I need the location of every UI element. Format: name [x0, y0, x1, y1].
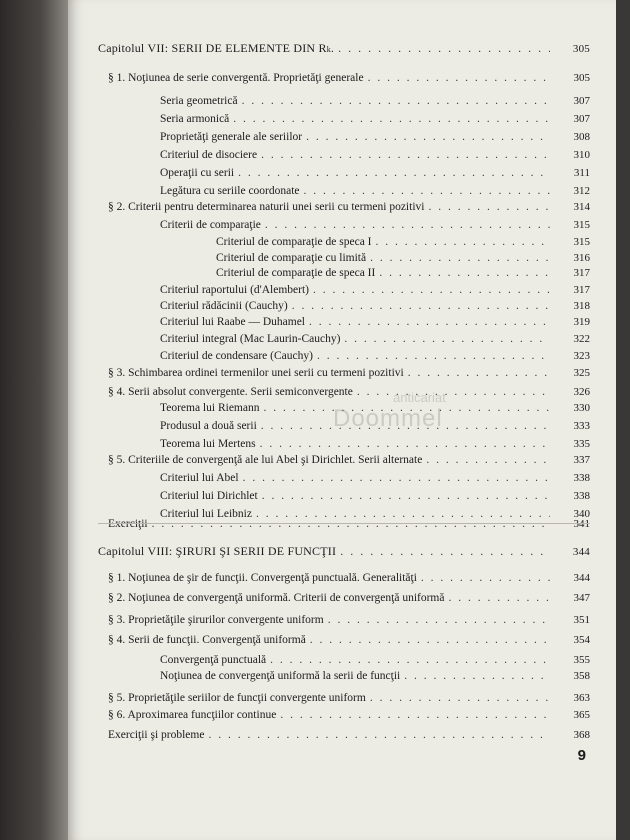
leader-dots: [428, 199, 550, 215]
entry-title: § 2. Noţiunea de convergenţă uniformă. Criterii de convergenţă uniformă: [108, 592, 445, 604]
leader-dots: [357, 384, 550, 400]
leader-dots: [152, 516, 550, 532]
subsection-entry: [68, 183, 616, 199]
entry-page-number: 318: [573, 300, 590, 312]
leader-dots: [310, 632, 550, 648]
leader-dots: [304, 183, 550, 199]
entry-title: § 3. Proprietăţile şirurilor convergente uniform: [108, 614, 324, 626]
entry-title: § 5. Proprietăţile seriilor de funcţii convergente uniform: [108, 692, 366, 704]
subsection-entry: [68, 282, 616, 298]
entry-page-number: 325: [573, 367, 590, 379]
entry-page-number: 338: [573, 472, 590, 484]
section-entry: [68, 384, 616, 400]
entry-page-number: 351: [573, 614, 590, 626]
entry-page-number: 323: [573, 350, 590, 362]
subsection-entry: [68, 400, 616, 416]
book-spine-shadow: [0, 0, 68, 840]
leader-dots: [338, 40, 550, 56]
entry-title: § 4. Serii de funcţii. Convergenţă uniformă: [108, 634, 306, 646]
entry-title: Criteriul lui Leibniz: [160, 508, 252, 520]
entry-title: Criteriul raportului (d'Alembert): [160, 284, 309, 296]
entry-title: Criteriul de comparaţie de speca II: [216, 267, 376, 279]
entry-page-number: 333: [573, 420, 590, 432]
subsection-entry: [68, 668, 616, 684]
leader-dots: [261, 147, 550, 163]
section-entry: [68, 570, 616, 586]
leader-dots: [280, 707, 550, 723]
entry-title: Criteriul lui Raabe — Duhamel: [160, 316, 305, 328]
entry-page-number: 363: [573, 692, 590, 704]
leader-dots: [309, 314, 550, 330]
section-entry: [68, 632, 616, 648]
leader-dots: [379, 265, 550, 281]
entry-title: Proprietăţi generale ale seriilor: [160, 131, 303, 143]
leader-dots: [340, 543, 550, 559]
subsection-entry: [68, 147, 616, 163]
entry-title: Capitolul VII: SERII DE ELEMENTE DIN R: [98, 41, 327, 55]
entry-title: Exerciţii şi probleme: [108, 729, 205, 741]
leader-dots: [328, 612, 550, 628]
subsection-entry: [68, 111, 616, 127]
entry-title: Criteriul lui Abel: [160, 472, 239, 484]
leader-dots: [260, 436, 550, 452]
entry-title: Operaţii cu serii: [160, 167, 235, 179]
entry-title: Legătura cu seriile coordonate: [160, 185, 300, 197]
entry-title: Criteriul de comparaţie de speca I: [216, 236, 372, 248]
entry-title: Seria geometrică: [160, 95, 238, 107]
leader-dots: [292, 298, 550, 314]
subsection-entry: [68, 470, 616, 486]
leader-dots: [344, 331, 550, 347]
page-number: 9: [577, 747, 586, 764]
leader-dots: [243, 470, 550, 486]
entry-page-number: 312: [573, 185, 590, 197]
subsection-entry: [68, 129, 616, 145]
entry-page-number: 344: [572, 546, 590, 558]
entry-title: Noţiunea de convergenţă uniformă la serii de funcţii: [160, 670, 401, 682]
entry-title: § 4. Serii absolut convergente. Serii semiconvergente: [108, 386, 353, 398]
entry-page-number: 316: [573, 252, 590, 264]
entry-page-number: 307: [573, 113, 590, 125]
entry-title: § 1. Noţiunea de serie convergentă. Proprietăţi generale: [108, 72, 364, 84]
chapter-entry: [68, 40, 616, 56]
subsection-entry: [68, 331, 616, 347]
section-entry: [68, 690, 616, 706]
entry-page-number: 314: [573, 201, 590, 213]
subsection-entry: [68, 652, 616, 668]
leader-dots: [376, 234, 551, 250]
entry-title: Criteriul rădăcinii (Cauchy): [160, 300, 288, 312]
leader-dots: [238, 165, 550, 181]
section-entry: [68, 452, 616, 468]
leader-dots: [368, 70, 550, 86]
entry-page-number: 335: [573, 438, 590, 450]
subsection-entry: [68, 418, 616, 434]
leader-dots: [262, 488, 550, 504]
entry-page-number: 347: [573, 592, 590, 604]
entry-page-number: 354: [573, 634, 590, 646]
book-page: [68, 0, 616, 840]
entry-title: § 3. Schimbarea ordinei termenilor unei serii cu termeni pozitivi: [108, 367, 404, 379]
entry-title: Criteriul integral (Mac Laurin-Cauchy): [160, 333, 341, 345]
entry-page-number: 337: [573, 454, 590, 466]
entry-title: Exerciţii: [108, 518, 148, 530]
entry-title: Criterii de comparaţie: [160, 219, 261, 231]
entry-page-number: 308: [573, 131, 590, 143]
section-entry: [68, 727, 616, 743]
entry-title: § 5. Criteriile de convergenţă ale lui Abel şi Dirichlet. Serii alternate: [108, 454, 423, 466]
entry-title: § 6. Aproximarea funcţiilor continue: [108, 709, 277, 721]
subsection-entry: [68, 93, 616, 109]
entry-page-number: 317: [573, 267, 590, 279]
entry-page-number: 315: [573, 236, 590, 248]
entry-title: Capitolul VIII: ŞIRURI ŞI SERII DE FUNCŢII: [98, 544, 337, 558]
leader-dots: [261, 418, 550, 434]
entry-title: § 1. Noţiunea de şir de funcţii. Convergenţă punctuală. Generalităţi: [108, 572, 417, 584]
entry-title: Criteriul de comparaţie cu limită: [216, 252, 367, 264]
chapter-separator: [98, 523, 590, 524]
leader-dots: [426, 452, 550, 468]
entry-page-number: 344: [573, 572, 590, 584]
leader-dots: [263, 400, 550, 416]
entry-page-number: 305: [572, 43, 590, 55]
entry-page-number: 305: [573, 72, 590, 84]
entry-title: Convergenţă punctuală: [160, 654, 267, 666]
section-entry: [68, 590, 616, 606]
subsection-entry: [68, 348, 616, 364]
leader-dots: [448, 590, 550, 606]
entry-page-number: 326: [573, 386, 590, 398]
subsection-entry: [68, 314, 616, 330]
section-entry: [68, 365, 616, 381]
section-entry: [68, 70, 616, 86]
section-entry: [68, 707, 616, 723]
leader-dots: [242, 93, 550, 109]
entry-page-number: 330: [573, 402, 590, 414]
leader-dots: [404, 668, 550, 684]
leader-dots: [421, 570, 550, 586]
watermark-main-text: Doommel: [333, 405, 443, 432]
entry-title: Criteriul lui Dirichlet: [160, 490, 258, 502]
entry-title: Criteriul de condensare (Cauchy): [160, 350, 313, 362]
entry-title: Teorema lui Riemann: [160, 402, 260, 414]
entry-page-number: 319: [573, 316, 590, 328]
entry-title: Criteriul de disociere: [160, 149, 258, 161]
entry-page-number: 358: [573, 670, 590, 682]
entry-page-number: 310: [573, 149, 590, 161]
entry-title-superscript: k: [326, 45, 331, 54]
entry-page-number: 338: [573, 490, 590, 502]
entry-page-number: 355: [573, 654, 590, 666]
entry-page-number: 315: [573, 219, 590, 231]
leader-dots: [370, 690, 550, 706]
subsection-entry: [68, 265, 616, 281]
section-entry: [68, 612, 616, 628]
leader-dots: [233, 111, 550, 127]
entry-title: § 2. Criterii pentru determinarea naturii unei serii cu termeni pozitivi: [108, 201, 425, 213]
leader-dots: [265, 217, 550, 233]
chapter-entry: [68, 543, 616, 559]
entry-page-number: 368: [573, 729, 590, 741]
leader-dots: [208, 727, 550, 743]
subsection-entry: [68, 234, 616, 250]
entry-page-number: 307: [573, 95, 590, 107]
leader-dots: [270, 652, 550, 668]
leader-dots: [408, 365, 550, 381]
entry-title-suffix: .: [330, 41, 335, 55]
subsection-entry: [68, 217, 616, 233]
leader-dots: [313, 282, 550, 298]
leader-dots: [306, 129, 550, 145]
subsection-entry: [68, 488, 616, 504]
subsection-entry: [68, 436, 616, 452]
entry-title: Teorema lui Mertens: [160, 438, 256, 450]
entry-page-number: 317: [573, 284, 590, 296]
section-entry: [68, 516, 616, 532]
section-entry: [68, 199, 616, 215]
subsection-entry: [68, 165, 616, 181]
entry-page-number: 311: [573, 167, 590, 179]
entry-title: Produsul a două serii: [160, 420, 257, 432]
entry-page-number: 365: [573, 709, 590, 721]
watermark-top-text: anticariat: [393, 390, 446, 405]
entry-page-number: 322: [573, 333, 590, 345]
entry-page-number: 340: [573, 508, 590, 520]
leader-dots: [317, 348, 550, 364]
entry-title: Seria armonică: [160, 113, 230, 125]
subsection-entry: [68, 250, 616, 266]
leader-dots: [370, 250, 550, 266]
subsection-entry: [68, 298, 616, 314]
entry-page-number: 341: [573, 518, 590, 530]
